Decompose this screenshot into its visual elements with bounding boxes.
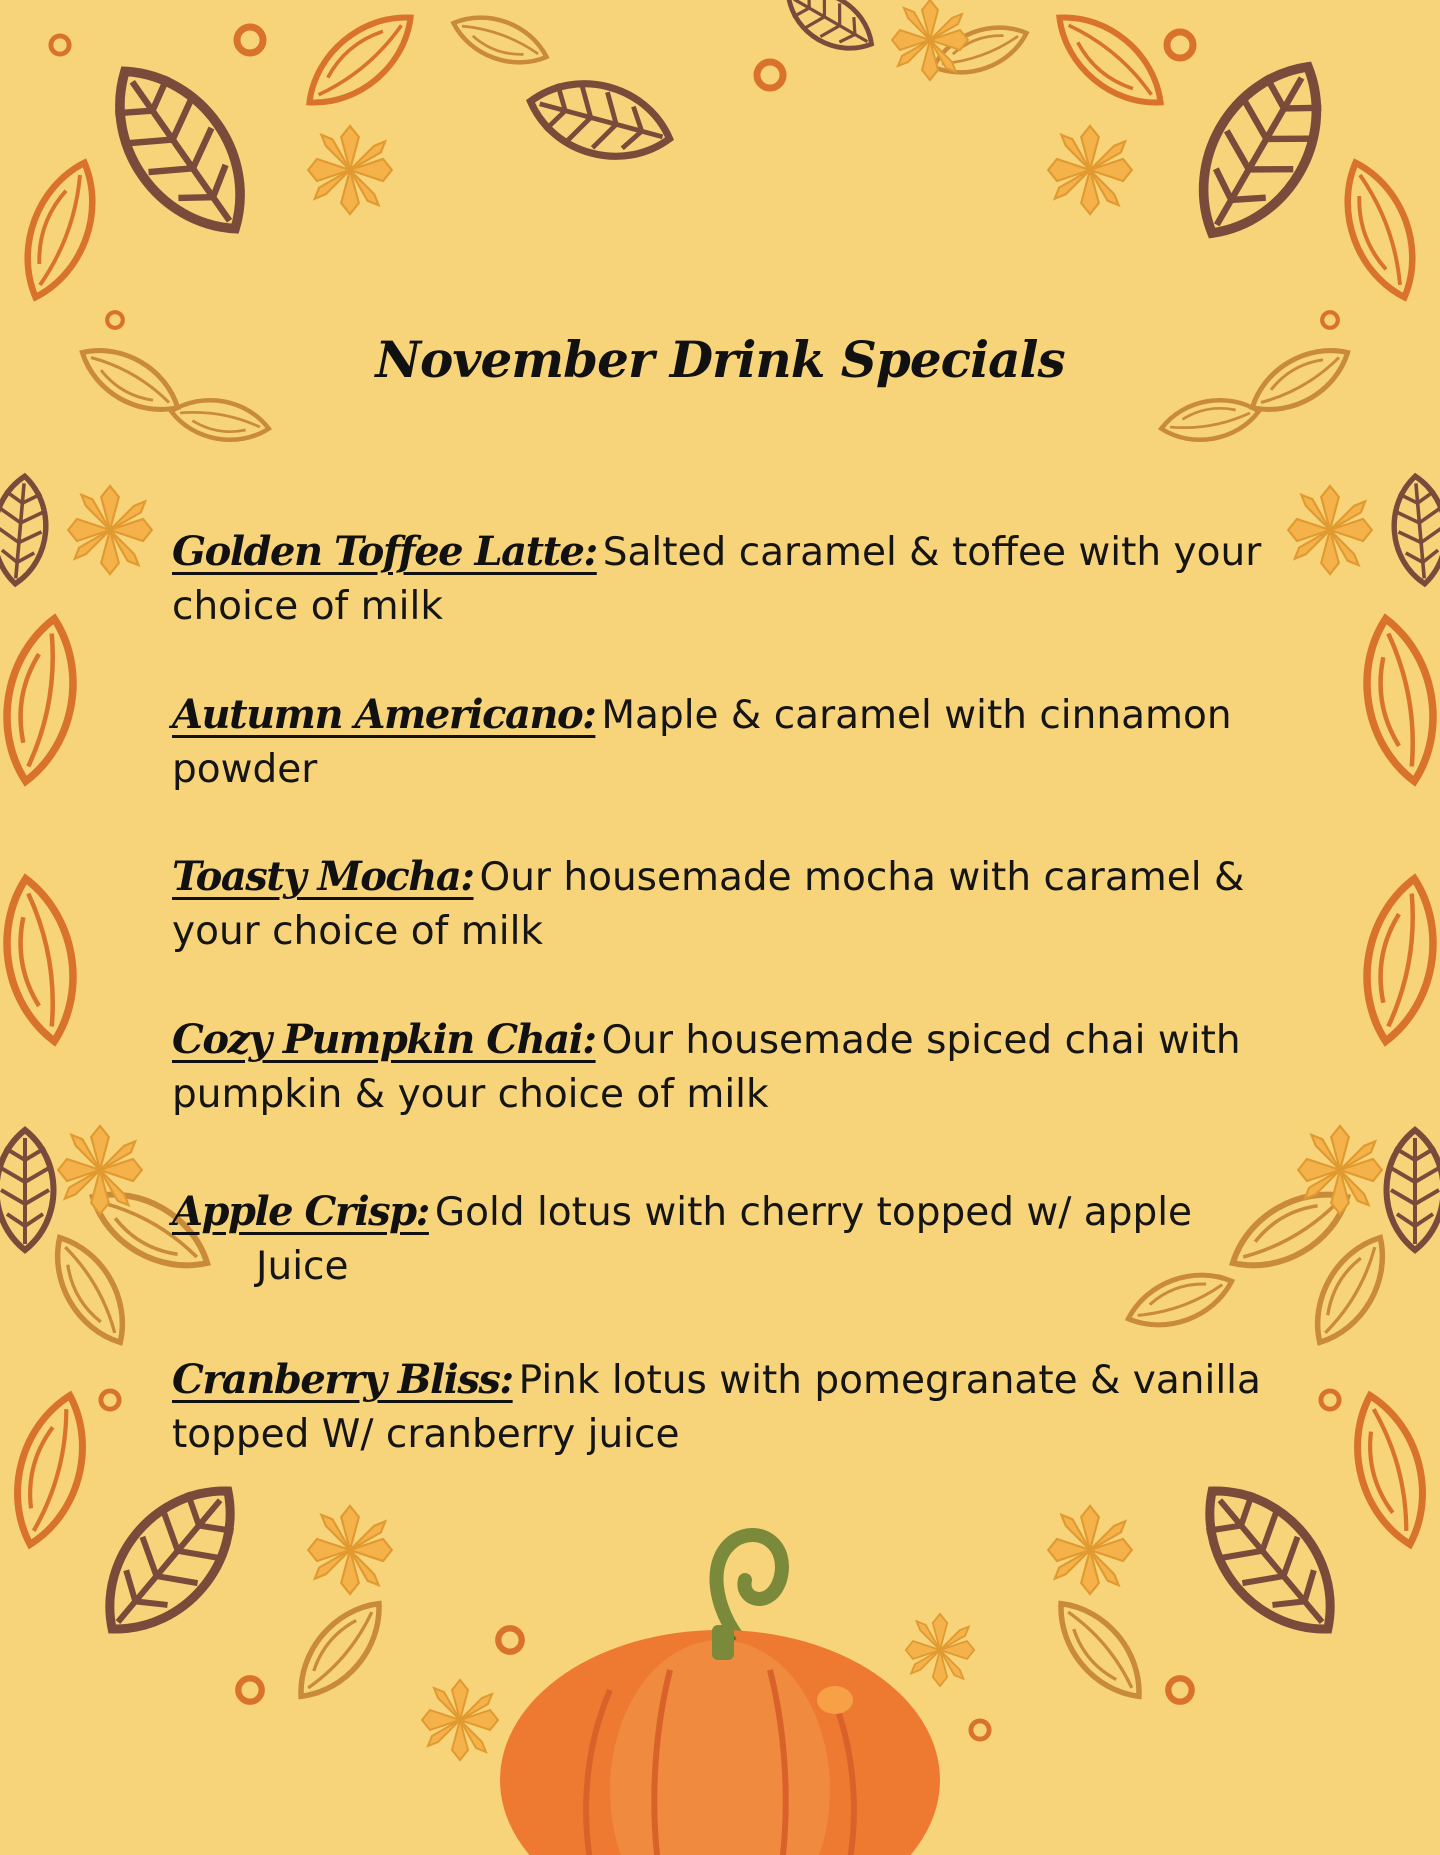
page-title: November Drink Specials (375, 330, 1065, 389)
drink-description: Pink lotus with pomegranate & vanilla topped W/ cranberry juice (172, 1358, 1261, 1457)
drink-name: Autumn Americano: (172, 691, 596, 738)
drink-name: Apple Crisp: (172, 1188, 429, 1235)
list-item (172, 1185, 1272, 1294)
list-item (172, 1013, 1272, 1122)
drink-description: Maple & caramel with cinnamon powder (172, 693, 1232, 792)
drink-description: Our housemade spiced chai with pumpkin & your choice of milk (172, 1018, 1241, 1117)
list-item (172, 850, 1272, 959)
drink-description-continued: Juice (256, 1244, 349, 1289)
drink-description: Gold lotus with cherry topped w/ apple (434, 1190, 1193, 1235)
drink-description: Our housemade mocha with caramel & your choice of milk (172, 855, 1245, 954)
drink-name: Toasty Mocha: (172, 853, 474, 900)
drink-name: Cranberry Bliss: (172, 1356, 513, 1403)
list-item (172, 688, 1272, 797)
drink-description: Salted caramel & toffee with your choice of milk (172, 530, 1262, 629)
pumpkin-illustration (500, 1535, 940, 1855)
drink-name: Golden Toffee Latte: (172, 528, 597, 575)
list-item (172, 1353, 1272, 1462)
drink-name: Cozy Pumpkin Chai: (172, 1016, 596, 1063)
list-item (172, 525, 1272, 634)
